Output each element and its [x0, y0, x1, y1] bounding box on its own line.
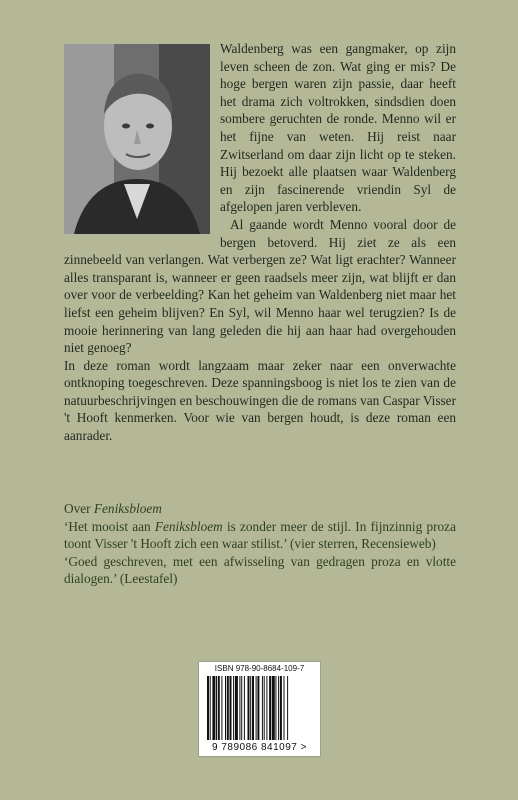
reviews-section: [64, 500, 456, 588]
barcode-bars-icon: [207, 676, 312, 742]
barcode-digits: 9 789086 841097 >: [212, 742, 307, 753]
isbn-barcode: [198, 661, 321, 757]
blurb-paragraph-1: Waldenberg was een gangmaker, op zijn leven scheen de zon. Wat ging er mis? De hoge bergen waren zijn passie, daar heeft het drama zich voltrokken, sindsdien doen sombere geruchten de ronde. Menno wil er het fijne van weten. Hij reist naar Zwitserland om daar zijn licht op te steken. Hij bezoekt alle plaatsen waar Waldenberg en zijn fascinerende vriendin Syl de afgelopen jaren verbleven.: [220, 41, 456, 215]
review-quote-2: ‘Goed geschreven, met een afwisseling van gedragen proza en vlotte dialogen.’ (Leestafel): [64, 553, 456, 587]
reviews-heading-title: Feniksbloem: [93, 501, 162, 516]
review-quote-1-title: Feniksbloem: [154, 518, 223, 534]
blurb-paragraph-2: Al gaande wordt Menno vooral door de bergen betoverd. Hij ziet ze als een zinnebeeld van verlangen. Wat verbergen ze? Wat ligt erachter? Wanneer alles transparant is, wanneer er geen raadsels meer zijn, wat blijft er dan over voor de verbeelding? Kan het geheim van Waldenberg niet maar het liefst een geheim blijven? En Syl, wil Menno haar wel terugzien? Is de mooie herinnering van lang geleden die hij aan haar had overgehouden niet genoeg?: [64, 216, 456, 356]
reviews-heading: [64, 500, 456, 518]
blurb-paragraph-3: In deze roman wordt langzaam maar zeker naar een onverwachte ontknoping toegeschreven. Deze spanningsboog is niet los te zien van de natuurbeschrijvingen en beschouwingen die de romans van Caspar Visser 't Hooft kenmerken. Voor wie van bergen houdt, is deze roman een aanrader.: [64, 357, 456, 444]
blurb-text: [64, 40, 456, 445]
review-quote-1-rest: is zonder meer de stijl. In fijnzinnig proza toont Visser 't Hooft zich een waar stilist.’ (vier sterren, Recensieweb): [64, 518, 456, 552]
isbn-label: ISBN 978-90-8684-109-7: [214, 664, 305, 673]
reviews-heading-prefix: Over: [64, 501, 94, 516]
review-quote-1-open: ‘Het mooist aan: [64, 518, 155, 534]
review-quote-1: [64, 518, 456, 553]
